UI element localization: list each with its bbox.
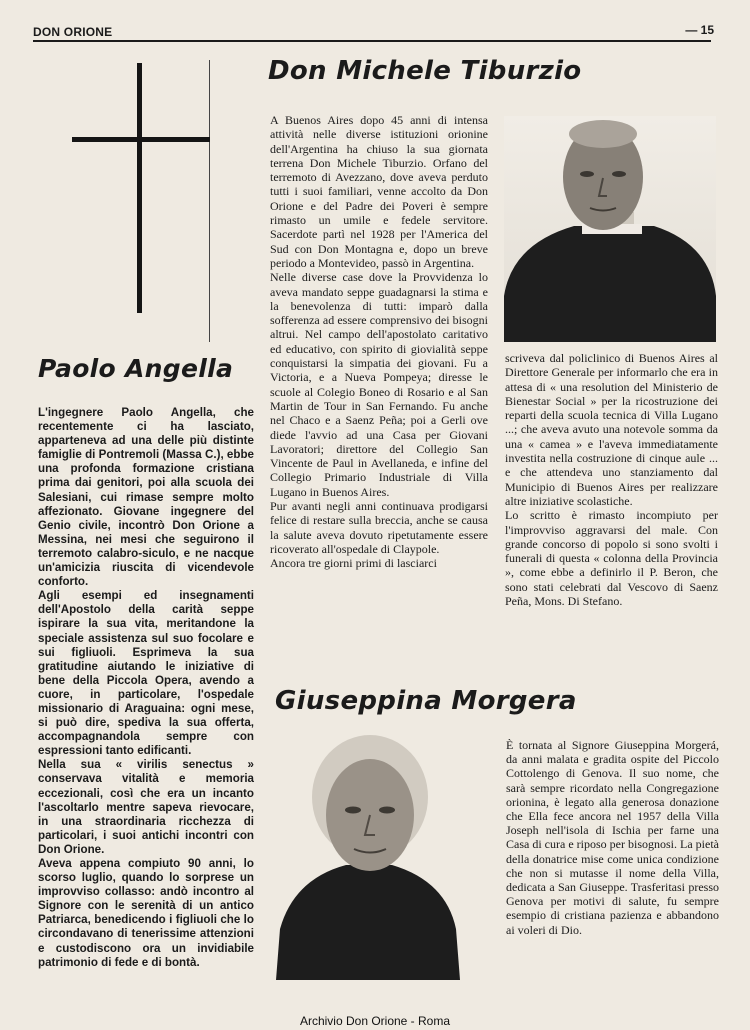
cross-icon-bar bbox=[72, 137, 210, 142]
tiburzio-photo bbox=[504, 116, 716, 342]
angella-text: L'ingegnere Paolo Angella, che recentemente ci ha lasciato, apparteneva ad una delle più distinte famiglie di Pontremoli (Massa C.), ebbe una profonda formazione cristiana prima dai genitori, poi alla scuola dei Salesiani, cui rimase sempre molto affezionato. Giovane ingegnere del Genio civile, incontrò Don Orione a Messina, nei mesi che seguirono il terremoto calabro-siculo, e ne nacque un'amicizia riuscita di vicendevole conforto. Agli esempi ed insegnamenti dell'Apostolo della carità seppe ispirare la sua vita, meritandone la speciale assistenza sul suo focolare e sui figliuoli. Esprimeva la sua gratitudine aiutando le iniziative di bene della Piccola Opera, avendo a cuore, in particolare, l'ospedale missionario di Araguaina: ogni mese, si può dire, spediva la sua offerta, accompagnandola sempre con espressioni tanto edificanti. Nella sua « virilis senectus » conservava vitalità e memoria eccezionali, così che era un incanto l'ascoltarlo mentre sapeva rievocare, in una straordinaria ricchezza di particolari, i suoi antichi incontri con Don Orione. Aveva appena compiuto 90 anni, lo scorso luglio, quando lo sorprese un improvviso collasso: andò incontro al Signore con le serenità di un antico Patriarca, benedicendo i figliuoli che lo circondavano di tenerissime attenzioni e custodiscono ora un invidiabile patrimonio di fede e di bontà. bbox=[38, 406, 254, 969]
column-divider bbox=[209, 60, 210, 342]
tiburzio-title: Don Michele Tiburzio bbox=[268, 56, 582, 86]
tiburzio-text-col1: A Buenos Aires dopo 45 anni di intensa attività nelle diverse istituzioni orionine dell'Argentina ha chiuso la sua giornata terrena Don Michele Tiburzio. Orfano del terremoto di Avezzano, dove aveva perduto tutti i suoi familiari, venne accolto da Don Orione e del Padre dei Poveri è sempre rimasto un umile e fedele servitore. Sacerdote partì nel 1928 per l'America del Sud con Don Montagna e, dopo un breve periodo a Montevideo, passò in Argentina. Nelle diverse case dove la Provvidenza lo aveva mandato seppe guadagnarsi la stima e la benevolenza di tutti: imparò dalla sofferenza ad essere comprensivo dei bisogni altrui. Nel campo dell'apostolato caritativo ed educativo, con spirito di giovialità seppe conquistarsi la simpatia dei giovani. Fu a Victoria, e a Nueva Pompeya; diresse le scuole al Colegio Boneo di Rosario e al San Martin de Tour in San Fernando. Fu anche nel Chaco e a Saenz Peña; poi a Gerli ove diede l'avvio ad una Casa per Giovani Lavoratori; direttore del Collegio San Vincente de Paul in Avellaneda, e infine del Collegio Primario Industriale di Villa Lugano in Buenos Aires. Pur avanti negli anni continuava prodigarsi felice di restare sulla breccia, anche se causa la salute aveva dovuto ripetutamente essere ricoverato all'ospedale di Claypole. Ancora tre giorni primi di lasciarci bbox=[270, 113, 488, 571]
header-rule bbox=[33, 40, 711, 42]
morgera-photo bbox=[276, 733, 460, 980]
cross-icon bbox=[137, 63, 142, 313]
tiburzio-text-col2: scriveva dal policlinico di Buenos Aires al Direttore Generale per informarlo che era in attesa di « una resolution del Ministerio de Bienestar Social » per la ricostruzione dei reparti della scuola tecnica di Villa Lugano ...; che aveva avuto una notevole somma da una « camea » e l'aveva immediatamente investita nella costruzione di cinque aule ... e che attendeva uno stanziamento dal Municipio di Buenos Aires per realizzare altre iniziative scolastiche. Lo scritto è rimasto incompiuto per l'improvviso aggravarsi del male. Con grande concorso di popolo si sono svolti i funerali di questa « colonna della Provincia », come ebbe a definirlo il P. Beron, che sono stati celebrati dal Vescovo di Saenz Peña, Mons. Di Stefano. bbox=[505, 351, 718, 609]
page-number: — 15 bbox=[685, 23, 714, 37]
archive-footer: Archivio Don Orione - Roma bbox=[299, 1014, 451, 1028]
morgera-title: Giuseppina Morgera bbox=[275, 686, 577, 716]
morgera-text: È tornata al Signore Giuseppina Morgerá, da anni malata e gradita ospite del Piccolo Cottolengo di Genova. Il suo nome, che sarà sempre ricordato nella Congregazione orionina, è legato alla generosa donazione che Ella fece ancora nel 1957 della Villa Joseph nell'isola di Ischia per farne una Casa di cura e riposo per bisognosi. La pietà della donatrice mise come unica condizione che non si mutasse il nome della Villa, dedicata a San Giuseppe. Trasferitasi presso Genova per motivi di salute, fu sempre esempio di cristiana pazienza e abbandono ai voleri di Dio. bbox=[506, 738, 719, 937]
magazine-name: DON ORIONE bbox=[33, 25, 113, 39]
angella-title: Paolo Angella bbox=[38, 354, 234, 383]
